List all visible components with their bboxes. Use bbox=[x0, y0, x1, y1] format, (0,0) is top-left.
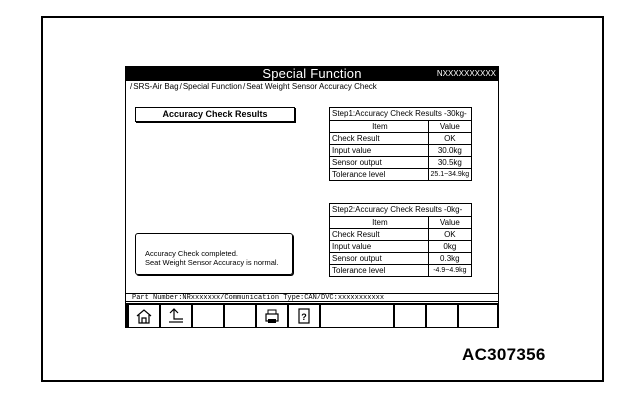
row-label: Input value bbox=[330, 145, 429, 157]
help-button[interactable] bbox=[289, 305, 319, 327]
row-label: Tolerance level bbox=[330, 169, 429, 181]
status-message-line-2: Seat Weight Sensor Accuracy is normal. bbox=[145, 258, 279, 267]
breadcrumb-item-accuracy-check: Seat Weight Sensor Accuracy Check bbox=[246, 82, 377, 91]
window-title: Special Function bbox=[262, 66, 362, 81]
home-button[interactable] bbox=[129, 305, 159, 327]
function-button-bar bbox=[126, 303, 498, 328]
svg-text:?: ? bbox=[301, 312, 307, 322]
step1-caption: Step1:Accuracy Check Results -30kg- bbox=[330, 108, 472, 121]
row-value: OK bbox=[428, 133, 471, 145]
row-value: 25.1~34.9kg bbox=[428, 169, 471, 181]
toolbar-slot-8[interactable] bbox=[395, 305, 425, 327]
toolbar-slot-9[interactable] bbox=[427, 305, 457, 327]
column-header-item: Item bbox=[330, 217, 429, 229]
row-value: 30.0kg bbox=[428, 145, 471, 157]
step1-results-table bbox=[329, 107, 472, 181]
help-icon bbox=[289, 305, 319, 327]
scan-tool-screen bbox=[125, 66, 499, 328]
home-icon bbox=[129, 305, 159, 327]
row-value: OK bbox=[428, 229, 471, 241]
step2-results-table bbox=[329, 203, 472, 277]
row-value: 0.3kg bbox=[428, 253, 471, 265]
table-row bbox=[330, 133, 472, 145]
row-value: -4.9~4.9kg bbox=[428, 265, 471, 277]
status-footer: Part Number:NRxxxxxxx/Communication Type:CAN/DVC:xxxxxxxxxxx bbox=[126, 293, 498, 302]
back-icon bbox=[161, 305, 191, 327]
table-row bbox=[330, 265, 472, 277]
figure-id: AC307356 bbox=[462, 345, 546, 364]
column-header-item: Item bbox=[330, 121, 429, 133]
row-label: Tolerance level bbox=[330, 265, 429, 277]
print-button[interactable] bbox=[257, 305, 287, 327]
status-message-line-1: Accuracy Check completed. bbox=[145, 249, 238, 258]
results-heading: Accuracy Check Results bbox=[135, 107, 295, 122]
row-label: Check Result bbox=[330, 133, 429, 145]
table-row bbox=[330, 145, 472, 157]
row-value: 0kg bbox=[428, 241, 471, 253]
toolbar-slot-10[interactable] bbox=[459, 305, 497, 327]
row-label: Input value bbox=[330, 241, 429, 253]
table-row bbox=[330, 241, 472, 253]
toolbar-slot-4[interactable] bbox=[225, 305, 255, 327]
breadcrumb-item-srs-air-bag[interactable]: SRS-Air Bag bbox=[133, 82, 179, 91]
step2-caption: Step2:Accuracy Check Results -0kg- bbox=[330, 204, 472, 217]
breadcrumb: /SRS-Air Bag/Special Function/Seat Weight Sensor Accuracy Check bbox=[130, 82, 377, 91]
title-bar bbox=[126, 67, 498, 81]
print-icon bbox=[257, 305, 287, 327]
row-label: Check Result bbox=[330, 229, 429, 241]
device-code: NXXXXXXXXXX bbox=[436, 69, 496, 78]
table-row bbox=[330, 229, 472, 241]
column-header-value: Value bbox=[428, 121, 471, 133]
column-header-value: Value bbox=[428, 217, 471, 229]
row-value: 30.5kg bbox=[428, 157, 471, 169]
toolbar-slot-3[interactable] bbox=[193, 305, 223, 327]
table-row bbox=[330, 253, 472, 265]
toolbar-slot-7[interactable] bbox=[321, 305, 393, 327]
breadcrumb-item-special-function[interactable]: Special Function bbox=[182, 82, 242, 91]
status-message-box bbox=[135, 233, 293, 275]
row-label: Sensor output bbox=[330, 253, 429, 265]
table-row bbox=[330, 169, 472, 181]
row-label: Sensor output bbox=[330, 157, 429, 169]
table-row bbox=[330, 157, 472, 169]
back-button[interactable] bbox=[161, 305, 191, 327]
